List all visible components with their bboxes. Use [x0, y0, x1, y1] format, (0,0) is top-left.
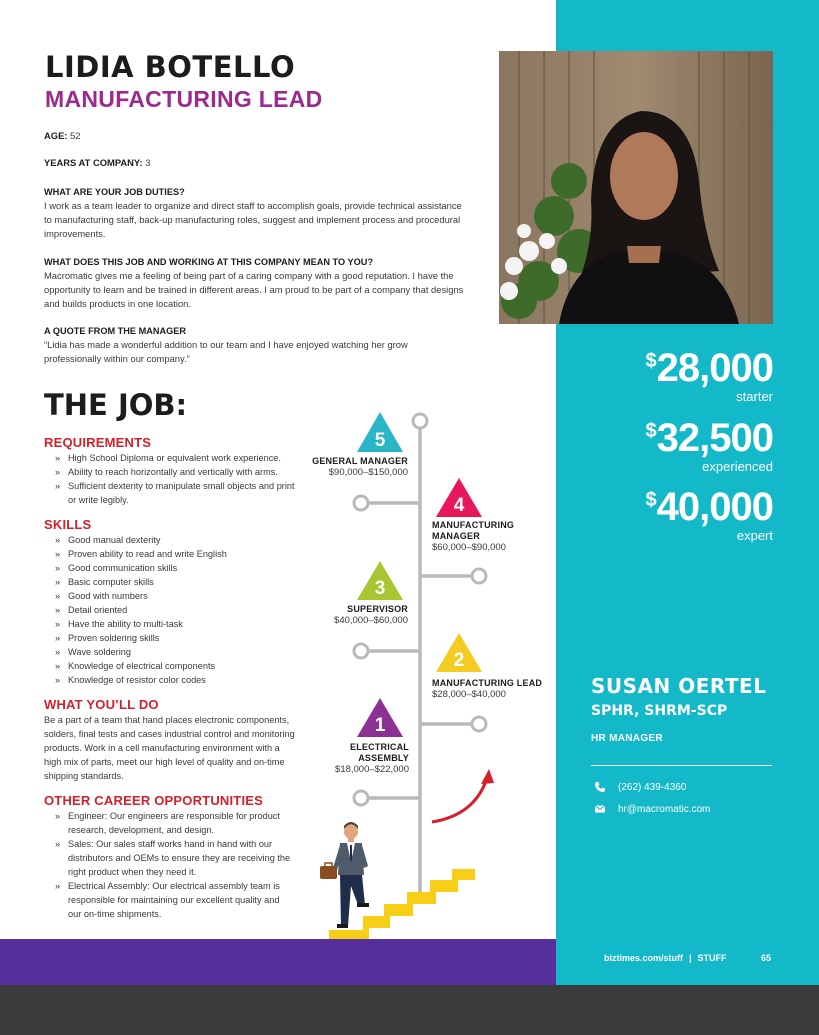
- step-5-number: 5: [374, 430, 386, 451]
- question-duties: WHAT ARE YOUR JOB DUTIES?: [44, 187, 185, 197]
- salary-level: expert: [736, 528, 773, 543]
- footer-credit: [604, 953, 727, 963]
- ladder-node: [413, 414, 427, 428]
- question-quote: A QUOTE FROM THE MANAGER: [44, 326, 187, 336]
- contact-phone-row[interactable]: [594, 781, 686, 793]
- ladder-range: $90,000–$150,000: [328, 467, 408, 478]
- salary-currency: $: [645, 489, 657, 511]
- salary-level: experienced: [702, 459, 773, 474]
- section-heading-the-job: THE JOB:: [44, 388, 188, 422]
- growth-arrowhead: [481, 769, 494, 784]
- ladder-title: SUPERVISOR: [347, 604, 408, 614]
- list-item: » Ability to reach horizontally and vertically with arms.: [55, 465, 295, 479]
- skills-heading: SKILLS: [44, 517, 92, 532]
- answer-meaning: Macromatic gives me a feeling of being part of a caring company with a good reputation. I have the opportunity to learn and be trained in different areas. I am proud to be part of a company that designs and builds products in one location.: [44, 270, 464, 309]
- answer-duties: I work as a team leader to organize and direct staff to accomplish goals, provide technical assistance to manufacturing staff, back-up manufacturing roles, suggest and implement process and procedural improvements.: [44, 200, 462, 239]
- ladder-node: [354, 496, 368, 510]
- profile-name: LIDIA BOTELLO: [45, 50, 296, 84]
- contact-divider: [591, 765, 772, 766]
- list-item: » Have the ability to multi-task: [55, 617, 295, 631]
- step-1-number: 1: [374, 715, 386, 736]
- list-item: » Detail oriented: [55, 603, 295, 617]
- step-3-number: 3: [374, 578, 386, 599]
- footer-site: biztimes.com/stuff: [604, 953, 684, 963]
- salary-currency: $: [645, 350, 657, 372]
- ladder-title: ELECTRICAL ASSEMBLY: [350, 742, 409, 763]
- ladder-node: [472, 717, 486, 731]
- list-item: » Good manual dexterity: [55, 533, 295, 547]
- ladder-label-general-manager: [290, 456, 408, 478]
- businessman-figure: [320, 822, 369, 928]
- salary-starter: [646, 340, 773, 404]
- footer-separator: |: [689, 953, 692, 963]
- requirements-heading: REQUIREMENTS: [44, 435, 152, 450]
- salary-amount: 40,000: [656, 485, 773, 529]
- contact-email[interactable]: hr@macromatic.com: [618, 803, 711, 815]
- salary-expert: [646, 479, 773, 543]
- ladder-label-electrical-assembly: [320, 742, 409, 775]
- envelope-icon: [594, 803, 606, 815]
- contact-name: SUSAN OERTEL: [591, 674, 767, 698]
- list-item: » Good communication skills: [55, 561, 295, 575]
- ladder-label-manufacturing-lead: [432, 678, 552, 700]
- viewer-background: [0, 985, 819, 1035]
- list-item: » Engineer: Our engineers are responsible for product research, development, and design.: [55, 809, 295, 837]
- ladder-range: $18,000–$22,000: [335, 764, 409, 775]
- contact-credentials: SPHR, SHRM-SCP: [591, 703, 728, 719]
- salary-amount: 32,500: [656, 416, 773, 460]
- contact-phone[interactable]: (262) 439-4360: [618, 781, 687, 793]
- step-2-number: 2: [453, 650, 465, 671]
- list-item: » Good with numbers: [55, 589, 295, 603]
- salary-level: starter: [736, 389, 773, 404]
- ladder-title: MANUFACTURING MANAGER: [432, 520, 515, 541]
- list-item: » High School Diploma or equivalent work experience.: [55, 451, 295, 465]
- age-value: 52: [70, 130, 81, 141]
- ladder-label-supervisor: [290, 604, 408, 626]
- years-value: 3: [145, 157, 151, 168]
- ladder-label-manufacturing-manager: [432, 520, 542, 553]
- list-item: » Knowledge of resistor color codes: [55, 673, 295, 687]
- answer-quote: “Lidia has made a wonderful addition to our team and I have enjoyed watching her grow professionally within our company.”: [44, 339, 408, 364]
- ladder-node: [472, 569, 486, 583]
- years-label: YEARS AT COMPANY:: [44, 157, 143, 168]
- salary-currency: $: [645, 420, 657, 442]
- phone-icon: [594, 781, 606, 793]
- salary-amount: 28,000: [656, 346, 773, 390]
- contact-title: HR MANAGER: [591, 733, 663, 744]
- list-item: » Sufficient dexterity to manipulate small objects and print or write legibly.: [55, 479, 295, 507]
- footer-section: STUFF: [697, 953, 727, 963]
- profile-role: MANUFACTURING LEAD: [45, 86, 323, 112]
- ladder-node: [354, 791, 368, 805]
- list-item: » Electrical Assembly: Our electrical assembly team is responsible for maintaining our excellent quality and our on-time shipments.: [55, 879, 295, 921]
- what-youll-do-heading: WHAT YOU’LL DO: [44, 697, 159, 712]
- ladder-title: MANUFACTURING LEAD: [432, 678, 543, 688]
- list-item: » Basic computer skills: [55, 575, 295, 589]
- other-careers-heading: OTHER CAREER OPPORTUNITIES: [44, 793, 263, 808]
- list-item: » Wave soldering: [55, 645, 295, 659]
- step-4-number: 4: [453, 495, 465, 516]
- contact-email-row[interactable]: [594, 803, 710, 815]
- list-item: » Sales: Our sales staff works hand in hand with our distributors and OEMs to ensure they are receiving the right product when they need it.: [55, 837, 295, 879]
- ladder-range: $28,000–$40,000: [432, 689, 506, 700]
- what-youll-do-text: Be a part of a team that hand places electronic components, solders, final tests and cases industrial control and monitoring products. Work in a cell manufacturing environment with a high mix of parts, meet our high level of quality and on-time shipping standards.: [44, 715, 295, 781]
- growth-arrow: [432, 778, 487, 822]
- list-item: » Proven ability to read and write English: [55, 547, 295, 561]
- list-item: » Knowledge of electrical components: [55, 659, 295, 673]
- page-number: 65: [761, 953, 772, 963]
- ladder-range: $60,000–$90,000: [432, 542, 506, 553]
- purple-footer-bar: [0, 939, 556, 985]
- ladder-title: GENERAL MANAGER: [312, 456, 408, 466]
- question-meaning: WHAT DOES THIS JOB AND WORKING AT THIS COMPANY MEAN TO YOU?: [44, 257, 374, 267]
- ladder-range: $40,000–$60,000: [334, 615, 408, 626]
- age-label: AGE:: [44, 130, 68, 141]
- list-item: » Proven soldering skills: [55, 631, 295, 645]
- ladder-node: [354, 644, 368, 658]
- salary-experienced: [646, 410, 773, 474]
